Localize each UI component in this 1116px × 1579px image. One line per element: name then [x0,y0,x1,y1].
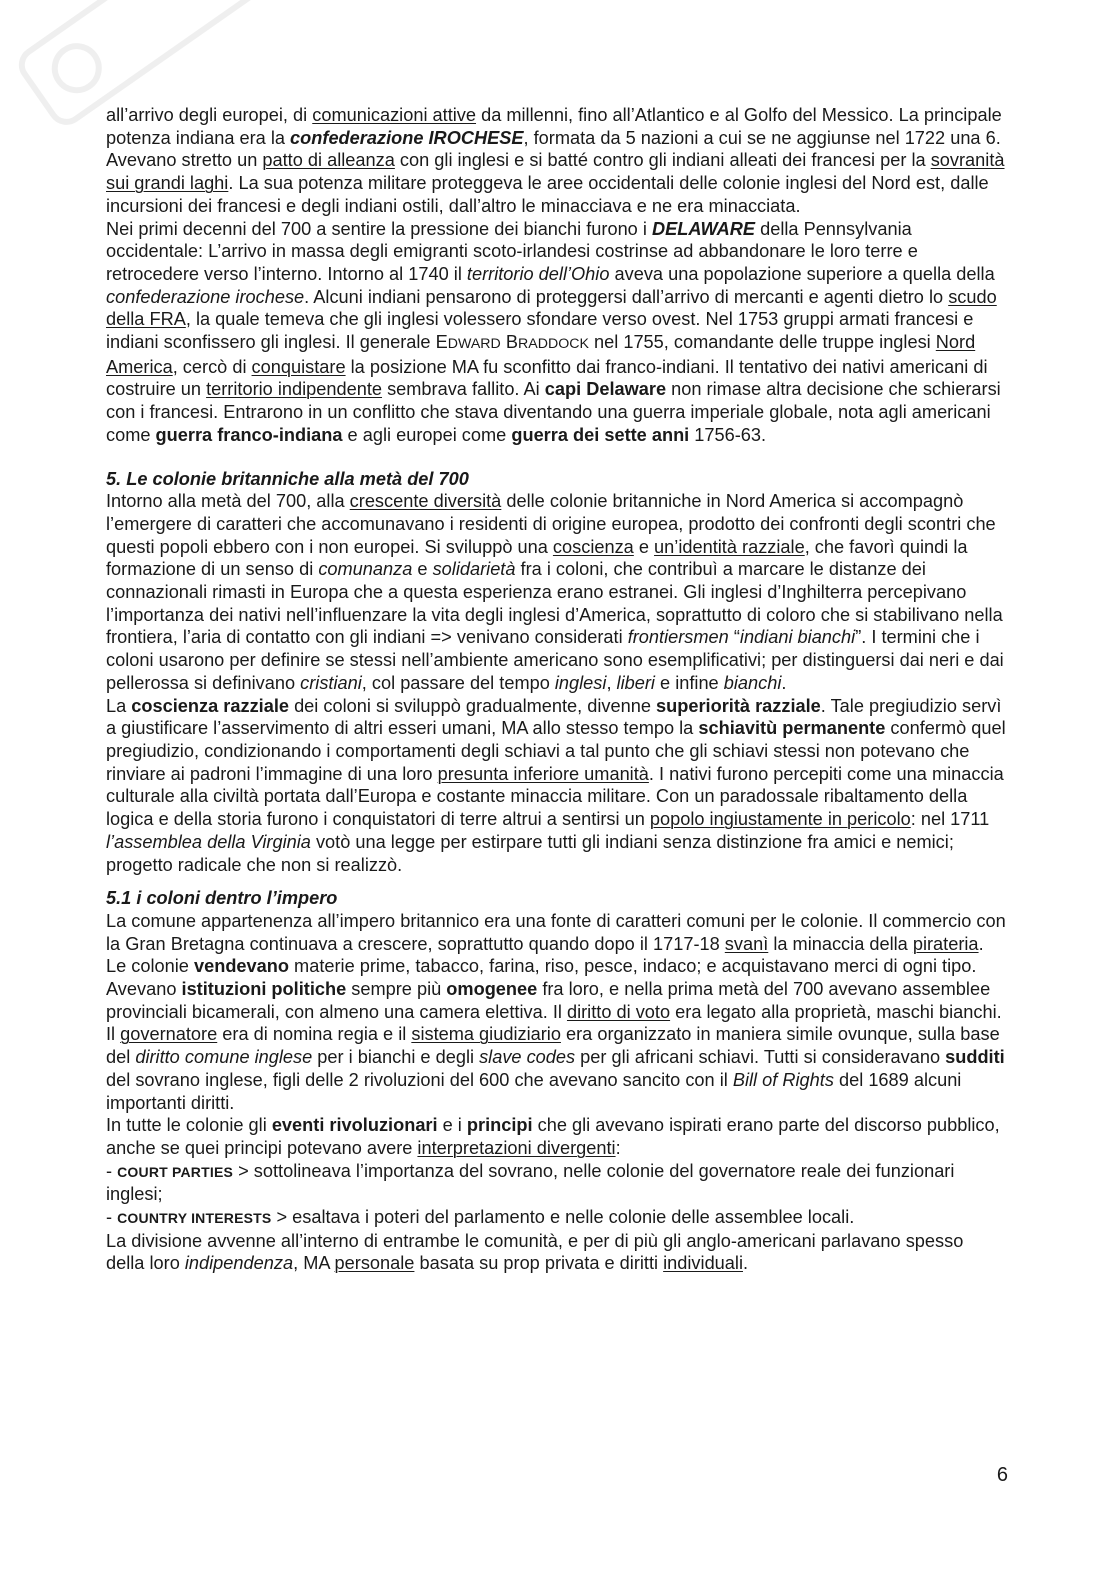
delaware-paragraph: Nei primi decenni del 700 a sentire la pressione dei bianchi furono i DELAWARE della Pennsylvania occidentale: L’arrivo in massa degli emigranti scoto-irlandesi costrinse ad abbandonare le loro terre e retrocedere verso l’interno. Intorno al 1740 il territorio dell’Ohio aveva una popolazione superiore a quella della confederazione irochese. Alcuni indiani pensarono di proteggersi dall’arrivo di mercanti e agenti dietro lo scudo della FRA, la quale temeva che gli inglesi volessero sfondare verso ovest. Nel 1753 gruppi armati francesi e indiani sconfissero gli inglesi. Il generale EDWARD BRADDOCK nel 1755, comandante delle truppe inglesi Nord America, cercò di conquistare la posizione MA fu sconfitto dai franco-indiani. Il tentativo dei nativi americani di costruire un territorio indipendente sembrava fallito. Ai capi Delaware non rimase altra decisione che schierarsi con i francesi. Entrarono in un conflitto che stava diventando una guerra imperiale globale, nota agli americani come guerra franco-indiana e agli europei come guerra dei sette anni 1756-63. [106,218,1001,445]
section-5-1-heading: 5.1 i coloni dentro l’impero [106,888,338,909]
section-5-1-paragraph-2: In tutte le colonie gli eventi rivoluzionari e i principi che gli avevano ispirati erano parte del discorso pubblico, anche se quei principi potevano avere interpretazioni divergenti: [106,1115,1000,1158]
page-number: 6 [996,1464,1008,1486]
country-interests-item: - COUNTRY INTERESTS > esaltava i poteri del parlamento e nelle colonie delle assemblee locali. [106,1207,855,1228]
section-5-paragraph-1: Intorno alla metà del 700, alla crescente diversità delle colonie britanniche in Nord America si accompagnò l’emergere di caratteri che accomunavano i residenti di origine europea, prodotto dei confronti degli scontri che questi popoli ebbero con i non europei. Si sviluppò una coscienza e un’identità razziale, che favorì quindi la formazione di un senso di comunanza e solidarietà fra i coloni, che contribuì a marcare le distanze dei connazionali rimasti in Europa che a questa esperienza erano estranei. Gli inglesi d’Inghilterra percepivano l’importanza dei nativi nell’influenzare la vita degli inglesi d’America, soprattutto di coloro che si stabilivano nella frontiera, l’aria di contatto con gli indiani => venivano considerati frontiersmen “indiani bianchi”. I termini che i coloni usarono per definire se stessi nell’ambiente americano sono esemplificativi; per distinguersi dai neri e dai pellerossa si definivano cristiani, col passare del tempo inglesi, liberi e infine bianchi. [106,491,1004,693]
section-5-1-paragraph-3: La divisione avvenne all’interno di entrambe le comunità, e per di più gli anglo-americani parlavano spesso della loro indipendenza, MA personale basata su prop privata e diritti individuali. [106,1230,964,1274]
section-5-paragraph-2: La coscienza razziale dei coloni si sviluppò gradualmente, divenne superiorità razziale. Tale pregiudizio servì a giustificare l’asservimento di altri esseri umani, MA allo stesso tempo la schiavitù permanente confermò quel pregiudizio, condizionando i comportamenti degli schiavi a tal punto che gli schiavi stessi non potevano che rinviare ai padroni l’immagine di una loro presunta inferiore umanità. I nativi furono percepiti come una minaccia culturale alla civiltà portata dall’Europa e costante minaccia militare. Con un paradossale ribaltamento della logica e della storia furono i conquistatori di terre altrui a sentirsi un popolo ingiustamente in pericolo: nel 1711 l’assemblea della Virginia votò una legge per estirpare tutti gli indiani senza distinzione fra amici e nemici; progetto radicale che non si realizzò. [106,695,1006,875]
court-parties-item: - COURT PARTIES > sottolineava l’importanza del sovrano, nelle colonie del governatore reale dei funzionari inglesi; [106,1160,955,1205]
section-5-1-paragraph-1: La comune appartenenza all’impero britannico era una fonte di caratteri comuni per le colonie. Il commercio con la Gran Bretagna continuava a crescere, soprattutto quando dopo il 1717-18 svanì la minaccia della pirateria. Le colonie vendevano materie prime, tabacco, farina, riso, pesce, indaco; e acquistavano merci di ogni tipo. Avevano istituzioni politiche sempre più omogenee fra loro, e nella prima metà del 700 avevano assemblee provinciali bicamerali, con almeno una camera elettiva. Il diritto di voto era legato alla proprietà, maschi bianchi. Il governatore era di nomina regia e il sistema giudiziario era organizzato in maniera simile ovunque, sulla base del diritto comune inglese per i bianchi e degli slave codes per gli africani schiavi. Tutti si consideravano sudditi del sovrano inglese, figli delle 2 rivoluzioni del 600 che avevano sancito con il Bill of Rights del 1689 alcuni importanti diritti. [106,910,1006,1113]
section-5-heading: 5. Le colonie britanniche alla metà del 700 [106,468,469,489]
braddock-name: EDWARD BRADDOCK [435,332,589,353]
document-page [106,104,1006,1275]
intro-paragraph: all’arrivo degli europei, di comunicazioni attive da millenni, fino all’Atlantico e al Golfo del Messico. La principale potenza indiana era la confederazione IROCHESE, formata da 5 nazioni a cui se ne aggiunse nel 1722 una 6. Avevano stretto un patto di alleanza con gli inglesi e si batté contro gli indiani alleati dei francesi per la sovranità sui grandi laghi. La sua potenza militare proteggeva le aree occidentali delle colonie inglesi del Nord est, dalle incursioni dei francesi e degli indiani ostili, dall’altro le minacciava e ne era minacciata. [106,105,1005,216]
